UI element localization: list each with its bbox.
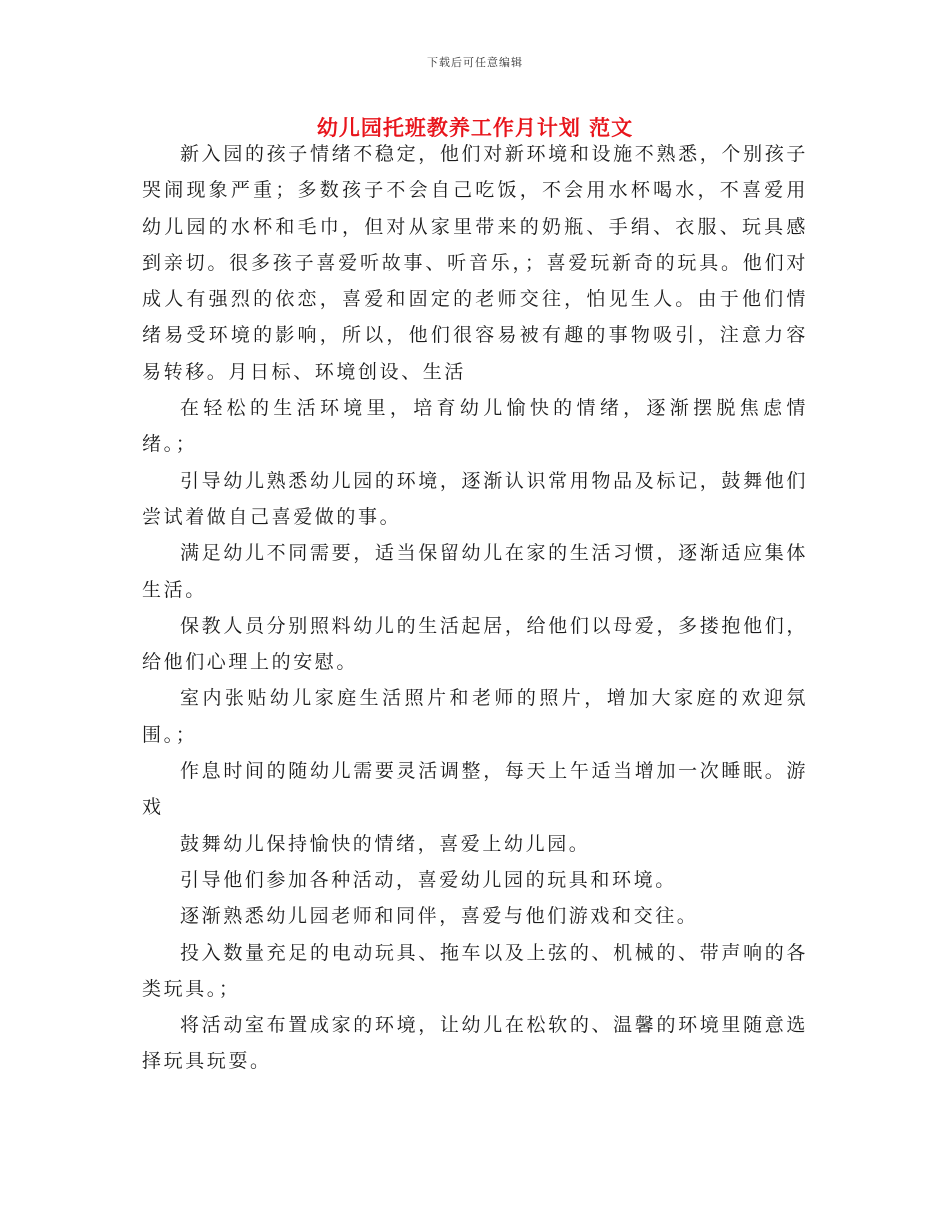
paragraph-schedule: 作息时间的随幼儿需要灵活调整，每天上午适当增加一次睡眠。游戏 (142, 760, 808, 819)
paragraph-goal-3: 满足幼儿不同需要，适当保留幼儿在家的生活习惯，逐渐适应集体生活。 (142, 542, 808, 601)
paragraph-toys: 投入数量充足的电动玩具、拖车以及上弦的、机械的、带声响的各类玩具。； (142, 941, 808, 1000)
header-note: 下载后可任意编辑 (427, 56, 523, 69)
paragraph-intro: 新入园的孩子情绪不稳定，他们对新环境和设施不熟悉，个别孩子哭闹现象严重；多数孩子不会自己吃饭，不会用水杯喝水，不喜爱用幼儿园的水杯和毛巾，但对从家里带来的奶瓶、手绢、衣服、玩具感到亲切。很多孩子喜爱听故事、听音乐，；喜爱玩新奇的玩具。他们对成人有强烈的依恋，喜爱和固定的老师交往，怕见生人。由于他们情绪易受环境的影响，所以，他们很容易被有趣的事物吸引，注意力容易转移。月日标、环境创设、生活 (142, 143, 808, 383)
paragraph-care: 保教人员分别照料幼儿的生活起居，给他们以母爱，多搂抱他们，给他们心理上的安慰。 (142, 614, 808, 674)
paragraph-room: 将活动室布置成家的环境，让幼儿在松软的、温馨的环境里随意选择玩具玩耍。 (142, 1014, 808, 1073)
paragraph-game-2: 引导他们参加各种活动，喜爱幼儿园的玩具和环境。 (180, 868, 677, 891)
paragraph-environment: 室内张贴幼儿家庭生活照片和老师的照片，增加大家庭的欢迎氛围。； (142, 687, 808, 746)
paragraph-game-3: 逐渐熟悉幼儿园老师和同伴，喜爱与他们游戏和交往。 (180, 905, 699, 928)
document-body (142, 136, 808, 1080)
paragraph-goal-1: 在轻松的生活环境里，培育幼儿愉快的情绪，逐渐摆脱焦虑情绪。； (142, 397, 808, 456)
paragraph-goal-2: 引导幼儿熟悉幼儿园的环境，逐渐认识常用物品及标记，鼓舞他们尝试着做自己喜爱做的事。 (142, 469, 808, 528)
paragraph-game-1: 鼓舞幼儿保持愉快的情绪，喜爱上幼儿园。 (180, 832, 591, 855)
document-title: 幼儿园托班教养工作月计划 范文 (316, 115, 634, 140)
